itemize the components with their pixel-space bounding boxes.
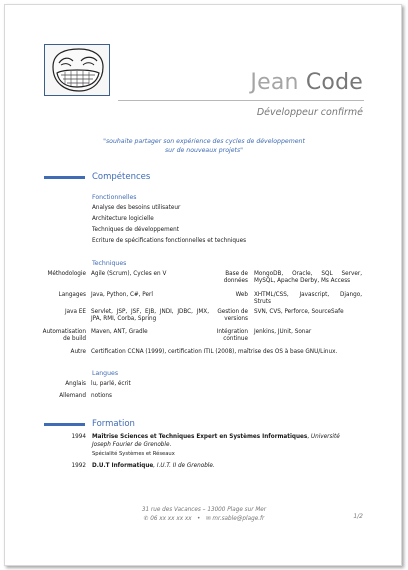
tech-label: Automatisation de build [42,329,86,342]
job-title: Développeur confirmé [256,107,363,118]
language-level: notions [91,393,112,399]
skill-item: Architecture logicielle [92,216,154,222]
tech-value: XHTML/CSS, Javascript, Django, Struts [254,292,362,305]
formation-detail: Spécialité Systèmes et Réseaux [92,451,175,457]
tech-value: SVN, CVS, Perforce, SourceSafe [254,309,344,315]
footer-contact [0,516,408,522]
formation-entry-cont: Joseph Fourier de Grenoble. [92,442,172,448]
school: Joseph Fourier de Grenoble [92,442,170,448]
tech-value: Servlet, JSP, JSF, EJB, JNDI, JDBC, JMX, JPA, RMI, Corba, Spring [91,309,209,322]
footer-email[interactable]: mr.sable@plage.fr [212,516,265,522]
tech-label: Intégration continue [216,329,248,342]
profile-photo [44,44,110,96]
degree: D.U.T Informatique [92,463,154,469]
full-name [250,70,363,96]
tech-value: Jenkins, JUnit, Sonar [254,329,312,335]
tech-value: Certification CCNA (1999), certification ITIL (2008), maîtrise des OS à base GNU/Linux. [91,349,338,355]
footer-phone: 06 xx xx xx xx [150,516,192,522]
phone-icon: ✆ [143,516,149,522]
quote-line-2: sur de nouveaux projets" [164,147,244,154]
section-title-formation: Formation [92,419,135,429]
formation-entry [92,463,215,470]
quote-line-1: "souhaite partager son expérience des cycles de développement [103,138,305,145]
tech-value: Maven, ANT, Gradle [91,329,148,335]
tech-value: MongoDB, Oracle, SQL Server, MySQL, Apache Derby, Ms Access [254,271,362,284]
section-bar [44,423,85,426]
email-icon: ✉ [205,516,211,522]
tech-label: Autre [70,349,86,355]
school: Université [310,434,340,440]
language-level: lu, parlé, écrit [91,381,131,387]
language-label: Allemand [59,393,86,399]
tech-label: Gestion de versions [217,309,248,322]
formation-year: 1992 [71,463,86,469]
quote [60,137,348,155]
degree: Maîtrise Sciences et Techniques Expert en Systèmes Informatiques [92,434,308,440]
skill-item: Ecriture de spécifications fonctionnelles et techniques [92,238,247,244]
tech-value: Agile (Scrum), Cycles en V [91,271,167,277]
header-rule [118,100,364,101]
bullet-separator: • [197,516,201,522]
tech-label: Langages [58,292,86,298]
formation-year: 1994 [71,434,86,440]
first-name: Jean [250,70,299,95]
section-title-competences: Compétences [92,172,151,182]
last-name: Code [305,70,363,95]
tech-label: Méthodologie [47,271,86,277]
skill-item: Techniques de développement [92,227,179,233]
formation-entry: Maîtrise Sciences et Techniques Expert en Systèmes Informatiques, Université [92,434,340,440]
subsection-fonctionnelles: Fonctionnelles [92,194,137,201]
subsection-langues: Langues [92,370,119,377]
language-label: Anglais [65,381,86,387]
subsection-techniques: Techniques [92,260,127,267]
tech-label: Java EE [64,309,86,315]
skill-item: Analyse des besoins utilisateur [92,205,181,211]
tech-label: Web [235,292,248,298]
page-number: 1/2 [353,513,363,520]
section-bar [44,176,85,179]
tech-value: Java, Python, C#, Perl [91,292,153,298]
footer-address: 31 rue des Vacances – 13000 Plage sur Mer [141,507,267,513]
tech-label: Base de données [223,271,248,284]
school: , I.U.T. II de Grenoble. [153,463,215,469]
